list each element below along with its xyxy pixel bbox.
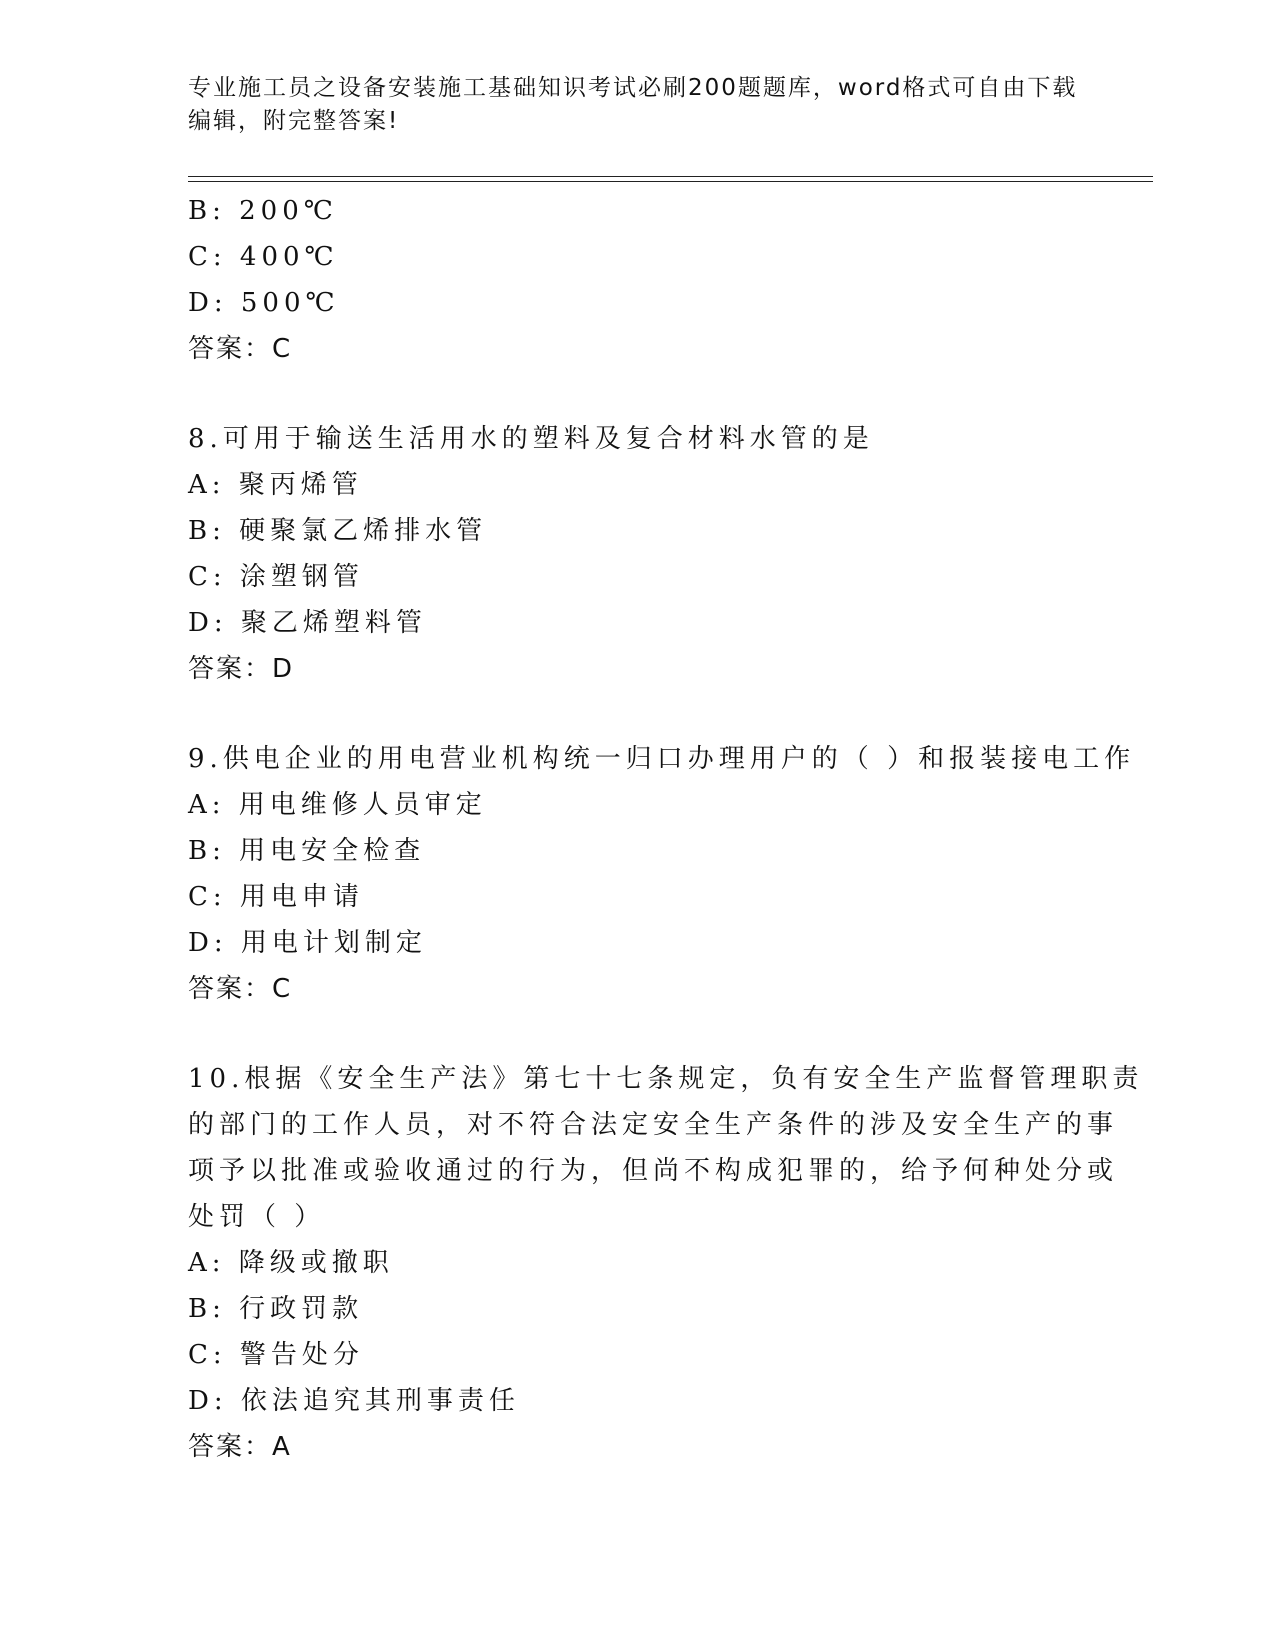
- question-stem-line-4: 处罚（ ）: [188, 1202, 326, 1232]
- header-divider-top: [188, 176, 1153, 177]
- option-d: D: 用电计划制定: [188, 928, 427, 958]
- answer-line: 答案：C: [188, 974, 293, 1004]
- option-b: B: 硬聚氯乙烯排水管: [188, 516, 488, 546]
- option-b: B: 行政罚款: [188, 1294, 364, 1324]
- header-divider-bottom: [188, 181, 1153, 182]
- option-b: B: 用电安全检查: [188, 836, 426, 866]
- option-a: A: 聚丙烯管: [188, 470, 363, 500]
- question-8: [188, 416, 1088, 692]
- answer-line: 答案：C: [188, 334, 293, 364]
- question-stem-line-2: 的部门的工作人员，对不符合法定安全生产条件的涉及安全生产的事: [188, 1110, 1119, 1140]
- option-d: D: 500℃: [188, 288, 340, 318]
- option-c: C: 警告处分: [188, 1340, 364, 1370]
- option-d: D: 聚乙烯塑料管: [188, 608, 427, 638]
- question-9: [188, 736, 1136, 1012]
- option-a: A: 降级或撤职: [188, 1248, 394, 1278]
- option-c: C: 涂塑钢管: [188, 562, 364, 592]
- option-a: A: 用电维修人员审定: [188, 790, 487, 820]
- page-header: [188, 72, 1088, 138]
- question-stem: 9.供电企业的用电营业机构统一归口办理用户的（ ）和报装接电工作: [188, 744, 1136, 774]
- option-b: B: 200℃: [188, 196, 338, 226]
- question-stem-line-3: 项予以批准或验收通过的行为，但尚不构成犯罪的，给予何种处分或: [188, 1156, 1119, 1186]
- question-list: [188, 188, 1144, 1470]
- question-stem-line-1: 10.根据《安全生产法》第七十七条规定，负有安全生产监督管理职责: [188, 1064, 1144, 1094]
- question-10: [188, 1056, 1144, 1470]
- question-7-continued: [188, 188, 1088, 372]
- option-c: C: 用电申请: [188, 882, 364, 912]
- header-title-line-2: 编辑，附完整答案!: [188, 108, 400, 134]
- answer-line: 答案：A: [188, 1432, 292, 1462]
- header-title-line-1: 专业施工员之设备安装施工基础知识考试必刷200题题库，word格式可自由下载: [188, 75, 1078, 101]
- option-d: D: 依法追究其刑事责任: [188, 1386, 520, 1416]
- question-stem: 8.可用于输送生活用水的塑料及复合材料水管的是: [188, 424, 874, 454]
- option-c: C: 400℃: [188, 242, 339, 272]
- answer-line: 答案：D: [188, 654, 295, 684]
